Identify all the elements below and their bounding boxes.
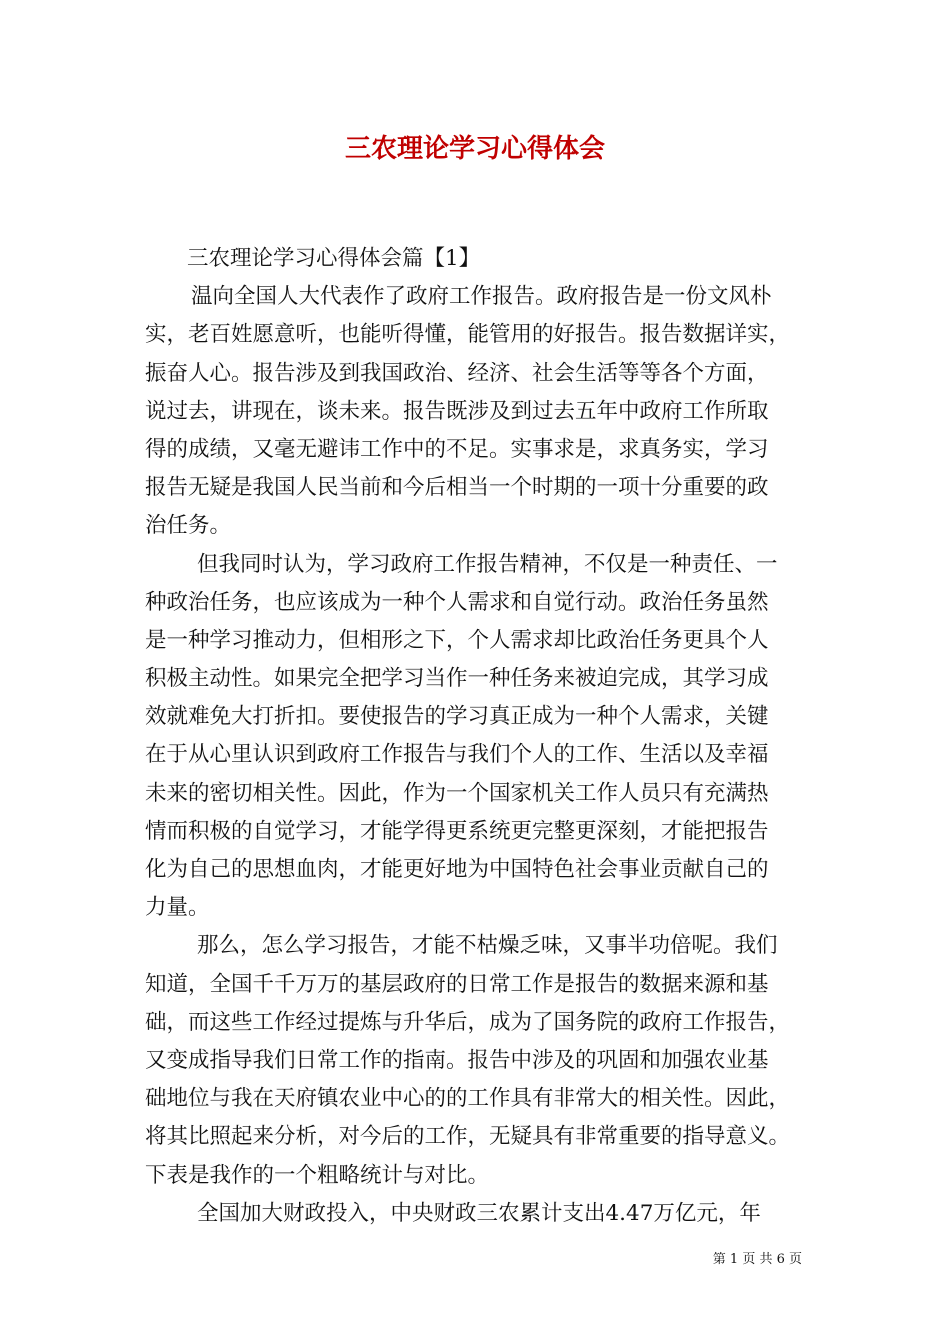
paragraph-line: 力量。 [145, 895, 210, 921]
paragraph-line: 效就难免大打折扣。要使报告的学习真正成为一种个人需求，关键 [145, 704, 769, 730]
page-number: 第 1 页 共 6 页 [712, 1252, 802, 1267]
paragraph-line: 化为自己的思想血肉，才能更好地为中国特色社会事业贡献自己的 [145, 857, 769, 882]
paragraph-line: 温向全国人大代表作了政府工作报告。政府报告是一份文风朴 [191, 284, 772, 310]
paragraph-line: 那么，怎么学习报告，才能不枯燥乏味，又事半功倍呢。我们 [197, 933, 778, 959]
paragraph-line: 是一种学习推动力，但相形之下，个人需求却比政治任务更具个人 [145, 627, 769, 653]
paragraph-line: 振奋人心。报告涉及到我国政治、经济、社会生活等等各个方面， [145, 360, 769, 386]
paragraph-line: 将其比照起来分析，对今后的工作，无疑具有非常重要的指导意义。 [145, 1124, 791, 1150]
paragraph-line: 情而积极的自觉学习，才能学得更系统更完整更深刻，才能把报告 [145, 818, 769, 844]
paragraph-line: 在于从心里认识到政府工作报告与我们个人的工作、生活以及幸福 [145, 742, 769, 768]
document-title: 三农理论学习心得体会 [344, 134, 605, 164]
document-body [145, 240, 825, 1233]
paragraph-line: 实，老百姓愿意听，也能听得懂，能管用的好报告。报告数据详实， [145, 322, 791, 348]
paragraph-line: 础，而这些工作经过提炼与升华后，成为了国务院的政府工作报告， [145, 1009, 791, 1035]
paragraph-line: 说过去，讲现在，谈未来。报告既涉及到过去五年中政府工作所取 [145, 398, 769, 424]
paragraph-line: 治任务。 [145, 513, 232, 539]
paragraph-line: 但我同时认为，学习政府工作报告精神，不仅是一种责任、一 [197, 551, 778, 577]
paragraph-line: 报告无疑是我国人民当前和今后相当一个时期的一项十分重要的政 [145, 475, 769, 501]
paragraph-line: 未来的密切相关性。因此，作为一个国家机关工作人员只有充满热 [145, 780, 769, 806]
paragraph-line: 全国加大财政投入，中央财政三农累计支出4.47万亿元，年 [197, 1200, 761, 1226]
paragraph-line: 下表是我作的一个粗略统计与对比。 [145, 1162, 490, 1188]
section-heading: 三农理论学习心得体会篇【1】 [187, 246, 481, 271]
paragraph-line: 种政治任务，也应该成为一种个人需求和自觉行动。政治任务虽然 [145, 589, 769, 615]
paragraph-line: 得的成绩，又毫无避讳工作中的不足。实事求是，求真务实，学习 [145, 436, 769, 462]
paragraph-line: 知道，全国千千万万的基层政府的日常工作是报告的数据来源和基 [145, 971, 769, 997]
paragraph-line: 础地位与我在天府镇农业中心的的工作具有非常大的相关性。因此， [145, 1086, 791, 1112]
paragraph-line: 又变成指导我们日常工作的指南。报告中涉及的巩固和加强农业基 [145, 1047, 769, 1073]
paragraph-line: 积极主动性。如果完全把学习当作一种任务来被迫完成，其学习成 [145, 666, 769, 692]
